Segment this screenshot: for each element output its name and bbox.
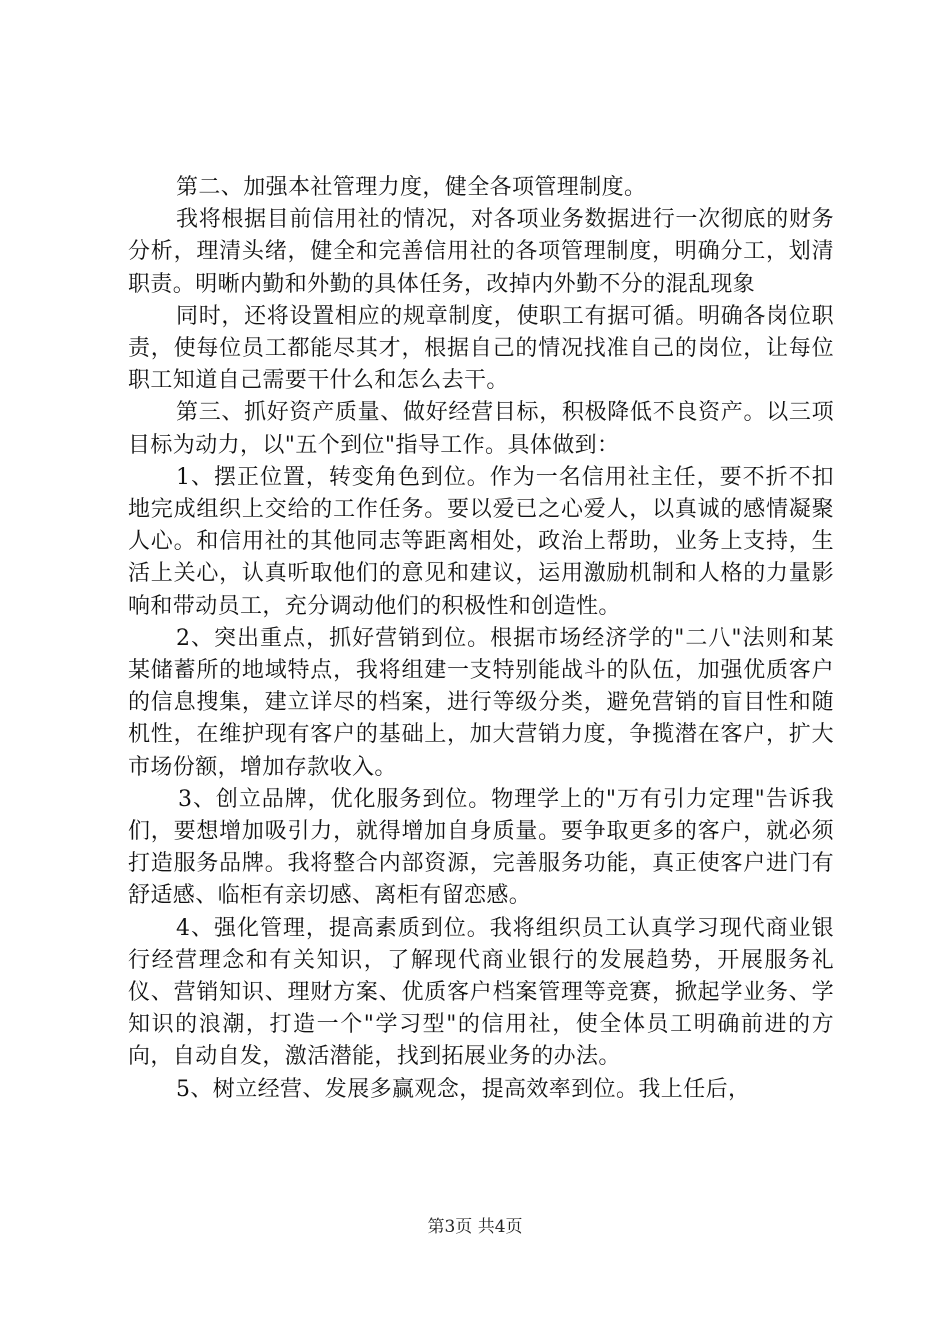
paragraph-section-three-heading: 第三、抓好资产质量、做好经营目标，积极降低不良资产。以三项目标为动力，以"五个到位"指导工作。具体做到： — [128, 400, 834, 458]
paragraph-item-1: 1、摆正位置，转变角色到位。作为一名信用社主任，要不折不扣地完成组织上交给的工作任务。要以爱已之心爱人，以真诚的感情凝聚人心。和信用社的其他同志等距离相处，政治上帮助，业务上支持，生活上关心，认真听取他们的意见和建议，运用激励机制和人格的力量影响和带动员工，充分调动他们的积极性和创造性。 — [128, 464, 834, 619]
paragraph-financial-analysis: 我将根据目前信用社的情况，对各项业务数据进行一次彻底的财务分析，理清头绪，健全和完善信用社的各项管理制度，明确分工，划清职责。明晰内勤和外勤的具体任务，改掉内外勤不分的混乱现象 — [128, 207, 834, 297]
paragraph-item-2: 2、突出重点，抓好营销到位。根据市场经济学的"二八"法则和某某储蓄所的地域特点，我将组建一支特别能战斗的队伍，加强优质客户的信息搜集，建立详尽的档案，进行等级分类，避免营销的盲目性和随机性，在维护现有客户的基础上，加大营销力度，争揽潜在客户，扩大市场份额，增加存款收入。 — [128, 625, 834, 780]
paragraph-item-4: 4、强化管理，提高素质到位。我将组织员工认真学习现代商业银行经营理念和有关知识，了解现代商业银行的发展趋势，开展服务礼仪、营销知识、理财方案、优质客户档案管理等竞赛，掀起学业务、学知识的浪潮，打造一个"学习型"的信用社，使全体员工明确前进的方向，自动自发，激活潜能，找到拓展业务的办法。 — [128, 915, 834, 1070]
paragraph-item-5: 5、树立经营、发展多赢观念，提高效率到位。我上任后， — [176, 1076, 751, 1102]
document-body — [128, 172, 834, 1106]
paragraph-item-3: 3、创立品牌，优化服务到位。物理学上的"万有引力定理"告诉我们，要想增加吸引力，就得增加自身质量。要争取更多的客户，就必须打造服务品牌。我将整合内部资源，完善服务功能，真正使客户进门有舒适感、临柜有亲切感、离柜有留恋感。 — [128, 786, 834, 909]
paragraph-section-two-heading: 第二、加强本社管理力度，健全各项管理制度。 — [176, 175, 647, 200]
page-number-footer: 第3页 共4页 — [427, 1217, 523, 1237]
paragraph-rules-and-duties: 同时，还将设置相应的规章制度，使职工有据可循。明确各岗位职责，使每位员工都能尽其才，根据自己的情况找准自己的岗位，让每位职工知道自己需要干什么和怎么去干。 — [128, 303, 834, 394]
